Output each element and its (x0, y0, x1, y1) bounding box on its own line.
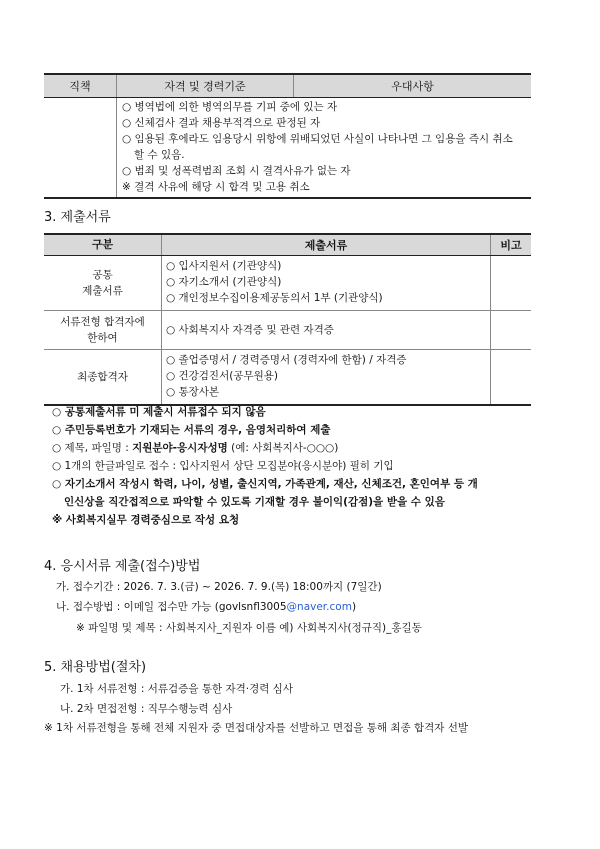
doc-item: ○ 자기소개서 (기관양식) (166, 276, 282, 288)
category-line: 공통 (92, 269, 113, 281)
documents-table (44, 233, 531, 406)
doc-item: ○ 건강검진서(공무원용) (166, 370, 278, 382)
category-line: 한하여 (87, 332, 118, 344)
section-3-title: 3. 제출서류 (44, 210, 111, 225)
doc-item: ○ 입사지원서 (기관양식) (166, 260, 282, 272)
doc-item: ○ 통장사본 (166, 386, 220, 398)
table-row (44, 256, 531, 311)
position-cell (44, 98, 117, 197)
qualification-table-header (44, 73, 531, 98)
note-item: ○ 주민등록번호가 기재되는 서류의 경우, 음영처리하여 제출 (52, 424, 331, 436)
category-cell (44, 350, 162, 404)
qualification-table (44, 73, 531, 199)
note-item: ※ 사회복지실무 경력중심으로 작성 요청 (52, 514, 240, 526)
header-preference: 우대사항 (391, 80, 434, 93)
doc-item: ○ 졸업증명서 / 경력증명서 (경력자에 한함) / 자격증 (166, 354, 407, 366)
documents-table-header (44, 235, 531, 256)
remark-cell (491, 311, 531, 349)
list-item: ○ 신체검사 결과 채용부적격으로 판정된 자 (122, 117, 321, 129)
table-row (44, 350, 531, 404)
remark-cell (491, 256, 531, 310)
docs-cell (162, 311, 491, 349)
email-link[interactable]: govlsnfl3005 (218, 601, 287, 613)
note-item: 인신상을 직간접적으로 파악할 수 있도록 기재할 경우 불이익(감점)을 받을 수 있음 (64, 496, 445, 508)
email-domain[interactable]: @naver.com (286, 601, 352, 613)
docs-cell (162, 256, 491, 310)
category-line: 제출서류 (82, 285, 123, 297)
note-item: ○ 자기소개서 작성시 학력, 나이, 성별, 출신지역, 가족관계, 재산, 신체조건, 혼인여부 등 개 (52, 478, 478, 490)
header-position: 직책 (44, 75, 117, 97)
list-item: ○ 임용된 후에라도 임용당시 위항에 위배되었던 사실이 나타나면 그 임용을 즉시 취소 (122, 133, 513, 145)
category-cell (44, 256, 162, 310)
list-item: 할 수 있음. (134, 149, 185, 161)
doc-item: ○ 사회복지사 자격증 및 관련 자격증 (166, 324, 334, 336)
application-method: 나. 접수방법 : 이메일 접수만 가능 (govlsnfl3005@naver.com) (56, 601, 357, 613)
disqualification-list (117, 98, 531, 197)
list-item: ※ 결격 사유에 해당 시 합격 및 고용 취소 (122, 181, 310, 193)
header-category: 구분 (44, 235, 162, 255)
category-line: 서류전형 합격자에 (60, 316, 145, 328)
note-item: ○ 공통제출서류 미 제출시 서류접수 되지 않음 (52, 406, 266, 418)
documents-notes (52, 403, 542, 529)
filename-rule: ※ 파일명 및 제목 : 사회복지사_지원자 이름 예) 사회복지사(정규직)_홍길동 (76, 622, 422, 634)
section-5-title: 5. 채용방법(절차) (44, 660, 147, 675)
step-2: 나. 2차 면접전형 : 직무수행능력 심사 (60, 703, 233, 715)
application-period: 가. 접수기간 : 2026. 7. 3.(금) ~ 2026. 7. 9.(목) 18:00까지 (7일간) (56, 581, 382, 593)
selection-note: ※ 1차 서류전형을 통해 전체 지원자 중 면접대상자를 선발하고 면접을 통해 최종 합격자 선발 (44, 722, 469, 734)
note-item: ○ 제목, 파일명 : 지원분야-응시자성명 (예: 사회복지사-○○○) (52, 442, 339, 454)
step-1: 가. 1차 서류전형 : 서류검증을 통한 자격·경력 심사 (60, 683, 293, 695)
list-item: ○ 병역법에 의한 병역의무를 기피 중에 있는 자 (122, 101, 338, 113)
qualification-table-body (44, 98, 531, 199)
header-remark: 비고 (500, 239, 522, 252)
remark-cell (491, 350, 531, 404)
docs-cell (162, 350, 491, 404)
category-line: 최종합격자 (77, 371, 128, 383)
category-cell (44, 311, 162, 349)
header-docs: 제출서류 (162, 235, 491, 255)
note-item: ○ 1개의 한글파일로 접수 : 입사지원서 상단 모집분야(응시분야) 필히 기입 (52, 460, 394, 472)
header-qualification: 자격 및 경력기준 (117, 75, 294, 97)
doc-item: ○ 개인정보수집이용제공동의서 1부 (기관양식) (166, 292, 383, 304)
section-4-title: 4. 응시서류 제출(접수)방법 (44, 559, 201, 574)
list-item: ○ 범죄 및 성폭력범죄 조회 시 결격사유가 없는 자 (122, 165, 351, 177)
table-row (44, 311, 531, 350)
